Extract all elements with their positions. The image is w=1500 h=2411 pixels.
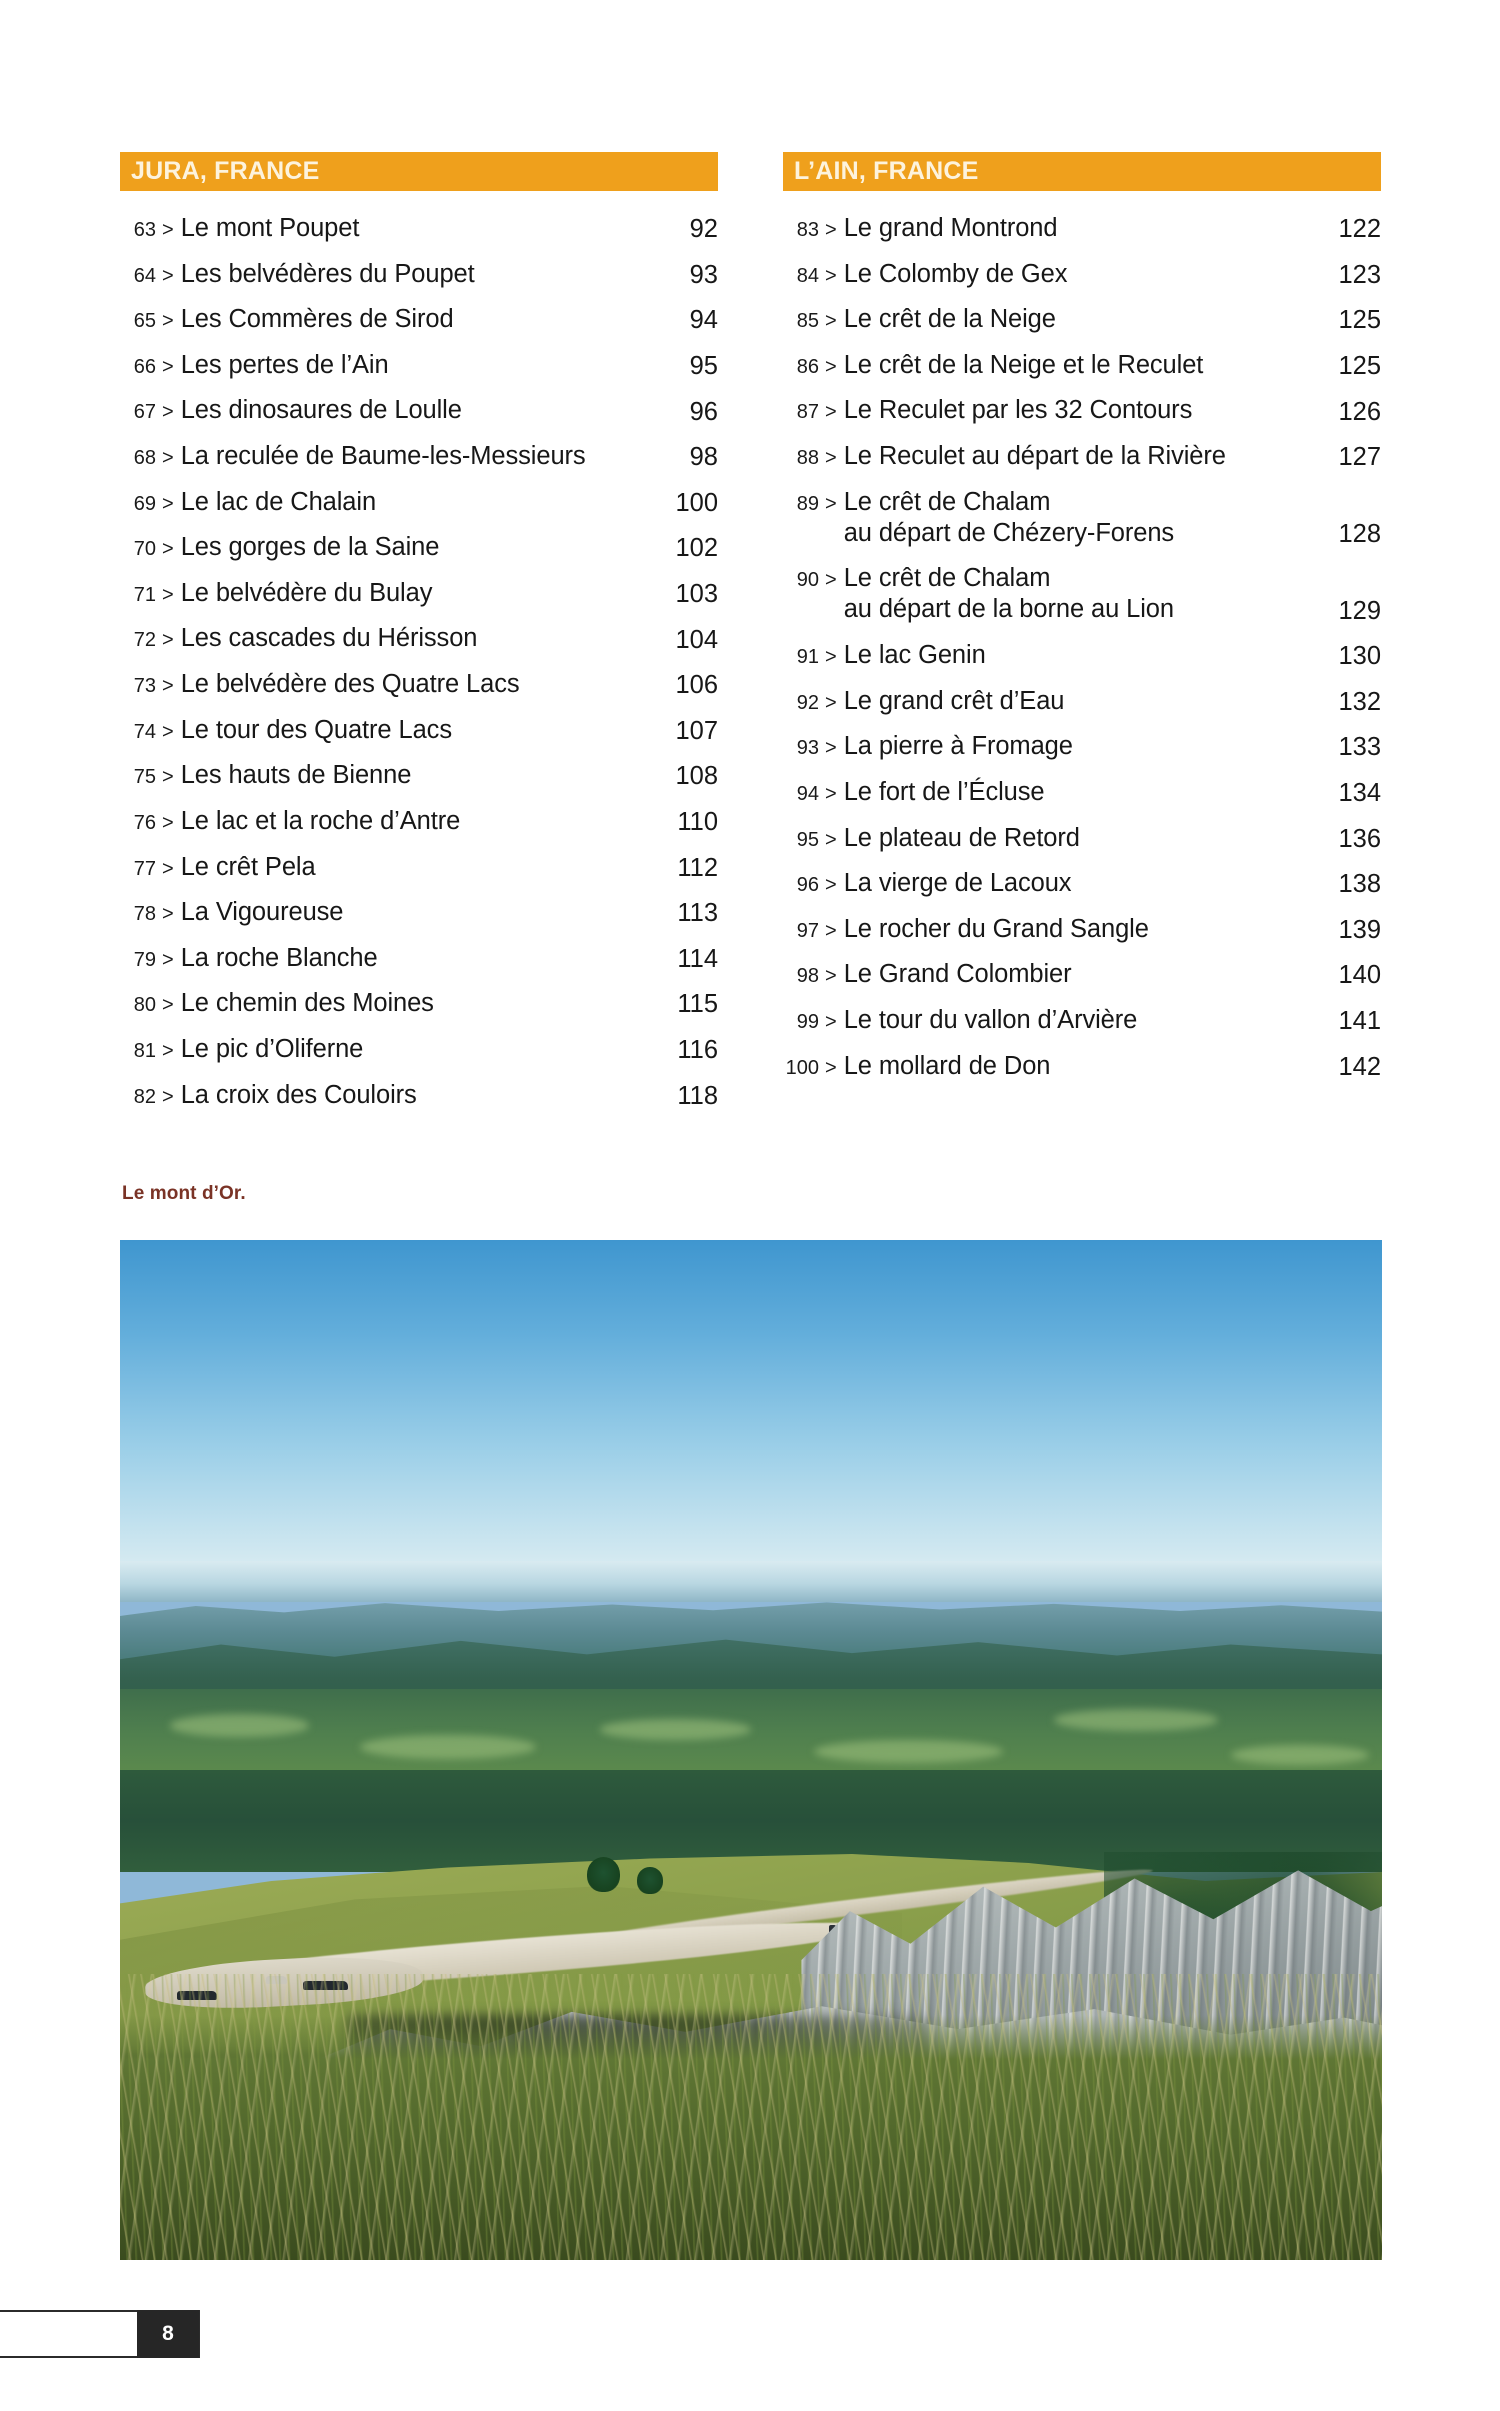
toc-entry-number: 92 — [796, 691, 819, 714]
toc-list-jura — [120, 213, 718, 1111]
toc-entry-title: Le Reculet par les 32 Contours — [843, 396, 1193, 425]
toc-entry-page: 129 — [1338, 596, 1381, 625]
chevron-right-icon: > — [162, 310, 174, 333]
chevron-right-icon: > — [162, 720, 174, 743]
landscape-photograph — [120, 1240, 1382, 2260]
toc-entry-page: 116 — [677, 1036, 718, 1065]
toc-entry-number: 79 — [133, 948, 156, 971]
chevron-right-icon: > — [162, 948, 174, 971]
toc-entry-title: Le crêt de Chalam — [843, 564, 1051, 593]
toc-entry-page: 127 — [1338, 443, 1381, 472]
toc-entry-number: 80 — [133, 994, 156, 1017]
toc-entry-page: 110 — [677, 808, 718, 837]
toc-entry[interactable] — [783, 868, 1381, 899]
toc-entry-page: 140 — [1338, 961, 1381, 990]
chevron-right-icon: > — [162, 1085, 174, 1108]
toc-entry-title: Le mollard de Don — [843, 1051, 1051, 1080]
toc-entry[interactable] — [783, 640, 1381, 671]
toc-list-ain — [783, 213, 1381, 1082]
chevron-right-icon: > — [825, 1056, 837, 1079]
chevron-right-icon: > — [162, 264, 174, 287]
horizon-haze-layer — [120, 1561, 1382, 1602]
toc-entry[interactable] — [783, 777, 1381, 808]
chevron-right-icon: > — [162, 447, 174, 470]
section-header-label-jura: JURA, FRANCE — [131, 157, 320, 185]
toc-entry-page: 102 — [675, 534, 718, 563]
toc-entry-page: 138 — [1338, 870, 1381, 899]
toc-entry-number: 85 — [796, 310, 819, 333]
toc-entry-page: 133 — [1338, 733, 1381, 762]
chevron-right-icon: > — [825, 1010, 837, 1033]
toc-entry-page: 93 — [689, 260, 718, 289]
chevron-right-icon: > — [162, 903, 174, 926]
toc-entry-title: Le grand crêt d’Eau — [843, 686, 1065, 715]
toc-entry-number: 71 — [133, 583, 156, 606]
toc-entry[interactable] — [120, 760, 718, 791]
section-header-label-ain: L’AIN, FRANCE — [794, 157, 979, 185]
chevron-right-icon: > — [825, 264, 837, 287]
toc-entry-page: 104 — [675, 625, 718, 654]
toc-entry[interactable] — [120, 988, 718, 1019]
toc-entry-number: 97 — [796, 919, 819, 942]
toc-entry-title: Les pertes de l’Ain — [180, 350, 389, 379]
toc-entry[interactable] — [120, 441, 718, 472]
toc-entry-number: 72 — [133, 629, 156, 652]
section-header-ain — [783, 152, 1381, 191]
toc-entry-number: 63 — [133, 219, 156, 241]
toc-entry-page: 125 — [1338, 351, 1381, 380]
toc-entry-page: 142 — [1338, 1052, 1381, 1081]
toc-entry-number: 100 — [785, 1056, 819, 1079]
toc-entry[interactable] — [120, 1080, 718, 1111]
toc-entry-number: 77 — [133, 857, 156, 880]
toc-entry-title: Le crêt de la Neige et le Reculet — [843, 350, 1204, 379]
toc-entry[interactable] — [783, 823, 1381, 854]
toc-entry[interactable] — [120, 532, 718, 563]
toc-entry[interactable] — [120, 669, 718, 700]
chevron-right-icon: > — [825, 874, 837, 897]
toc-entry[interactable] — [120, 897, 718, 928]
toc-column-ain — [783, 152, 1381, 1125]
toc-entry-title: Le crêt de Chalam — [843, 487, 1051, 516]
toc-entry-page: 100 — [675, 488, 718, 517]
toc-entry[interactable] — [120, 304, 718, 335]
chevron-right-icon: > — [162, 401, 174, 424]
chevron-right-icon: > — [825, 219, 837, 241]
toc-entry[interactable] — [120, 350, 718, 381]
toc-entry-page: 139 — [1338, 915, 1381, 944]
toc-entry-title: Le belvédère des Quatre Lacs — [180, 670, 520, 699]
valley-field-patch — [1054, 1709, 1218, 1730]
toc-entry-page: 113 — [677, 899, 718, 928]
chevron-right-icon: > — [825, 965, 837, 988]
toc-entry[interactable] — [783, 395, 1381, 426]
toc-entry-page: 118 — [677, 1081, 718, 1110]
toc-entry-page: 134 — [1338, 779, 1381, 808]
toc-entry-number: 67 — [133, 401, 156, 424]
lone-tree — [637, 1867, 662, 1894]
toc-entry-number: 96 — [796, 874, 819, 897]
toc-entry-number: 91 — [796, 646, 819, 669]
toc-entry-number: 87 — [796, 401, 819, 424]
chevron-right-icon: > — [162, 538, 174, 561]
page-number: 8 — [162, 2322, 174, 2345]
toc-entry-number: 65 — [133, 310, 156, 333]
toc-entry-number: 69 — [133, 492, 156, 515]
toc-entry-title: Le crêt de la Neige — [843, 305, 1056, 334]
toc-entry-title: Les cascades du Hérisson — [180, 624, 478, 653]
toc-entry-title: Le Colomby de Gex — [843, 259, 1068, 288]
photo-canvas — [120, 1240, 1382, 2260]
toc-entry[interactable] — [783, 304, 1381, 335]
toc-entry[interactable] — [120, 852, 718, 883]
toc-entry[interactable] — [783, 731, 1381, 762]
toc-entry-number: 78 — [133, 903, 156, 926]
toc-entry-title: Le tour du vallon d’Arvière — [843, 1005, 1138, 1034]
foreground-grass-blades — [120, 1974, 1382, 2260]
toc-entry[interactable] — [783, 213, 1381, 244]
toc-entry-page: 130 — [1338, 642, 1381, 671]
table-of-contents — [120, 152, 1382, 1125]
toc-entry-number: 82 — [133, 1085, 156, 1108]
chevron-right-icon: > — [825, 737, 837, 760]
toc-entry-number: 75 — [133, 766, 156, 789]
chevron-right-icon: > — [162, 219, 174, 241]
toc-entry[interactable] — [120, 487, 718, 518]
toc-entry-title: Les Commères de Sirod — [180, 305, 454, 334]
toc-entry-page: 107 — [675, 716, 718, 745]
toc-entry-number: 90 — [796, 569, 819, 592]
toc-entry-page: 128 — [1338, 519, 1381, 548]
toc-entry-page: 94 — [689, 306, 718, 335]
toc-entry-page: 112 — [677, 853, 718, 882]
toc-entry-title: Le lac Genin — [843, 641, 986, 670]
toc-entry[interactable] — [783, 259, 1381, 290]
toc-entry-title: La Vigoureuse — [180, 898, 344, 927]
toc-entry-number: 74 — [133, 720, 156, 743]
toc-entry-number: 76 — [133, 811, 156, 834]
toc-entry-page: 95 — [689, 351, 718, 380]
page-number-box — [137, 2310, 199, 2358]
chevron-right-icon: > — [825, 492, 837, 515]
toc-entry-page: 122 — [1338, 215, 1381, 244]
toc-entry-number: 64 — [133, 264, 156, 287]
valley-field-patch — [360, 1735, 537, 1759]
toc-entry-number: 88 — [796, 447, 819, 470]
lone-tree — [587, 1857, 620, 1892]
toc-entry-subtitle: au départ de la borne au Lion — [843, 595, 1174, 624]
toc-entry-title: Le crêt Pela — [180, 852, 316, 881]
toc-entry-subtitle: au départ de Chézery-Forens — [843, 518, 1175, 547]
toc-entry-number: 68 — [133, 447, 156, 470]
chevron-right-icon: > — [825, 919, 837, 942]
valley-field-patch — [600, 1719, 751, 1739]
toc-entry[interactable] — [120, 395, 718, 426]
toc-entry-title: La vierge de Lacoux — [843, 869, 1072, 898]
chevron-right-icon: > — [825, 310, 837, 333]
toc-entry-title: Le lac et la roche d’Antre — [180, 806, 461, 835]
toc-entry[interactable] — [120, 623, 718, 654]
toc-entry-title: La roche Blanche — [180, 943, 378, 972]
toc-entry-page: 123 — [1338, 260, 1381, 289]
toc-entry-number: 86 — [796, 355, 819, 378]
toc-entry-number: 81 — [133, 1039, 156, 1062]
toc-entry-title: La reculée de Baume-les-Messieurs — [180, 442, 586, 471]
toc-entry-title: Le pic d’Oliferne — [180, 1034, 364, 1063]
chevron-right-icon: > — [825, 447, 837, 470]
toc-entry-number: 94 — [796, 782, 819, 805]
valley-field-patch — [170, 1714, 309, 1736]
chevron-right-icon: > — [162, 857, 174, 880]
chevron-right-icon: > — [162, 766, 174, 789]
toc-entry-title: La pierre à Fromage — [843, 732, 1073, 761]
toc-entry-number: 70 — [133, 538, 156, 561]
chevron-right-icon: > — [162, 994, 174, 1017]
toc-entry[interactable] — [783, 563, 1381, 625]
chevron-right-icon: > — [825, 569, 837, 592]
toc-entry-title: Le Reculet au départ de la Rivière — [843, 442, 1226, 471]
toc-entry-page: 114 — [677, 944, 718, 973]
toc-entry-page: 132 — [1338, 687, 1381, 716]
toc-entry-title: Les dinosaures de Loulle — [180, 396, 462, 425]
toc-entry-page: 108 — [675, 762, 718, 791]
toc-entry-page: 125 — [1338, 306, 1381, 335]
toc-entry-title: Les belvédères du Poupet — [180, 259, 475, 288]
chevron-right-icon: > — [162, 811, 174, 834]
chevron-right-icon: > — [825, 646, 837, 669]
section-header-jura — [120, 152, 718, 191]
toc-entry[interactable] — [120, 578, 718, 609]
toc-entry-title: Les hauts de Bienne — [180, 761, 412, 790]
toc-entry[interactable] — [120, 943, 718, 974]
toc-entry-title: Le lac de Chalain — [180, 487, 377, 516]
toc-entry[interactable] — [783, 350, 1381, 381]
toc-column-jura — [120, 152, 718, 1125]
toc-entry[interactable] — [783, 441, 1381, 472]
toc-entry[interactable] — [120, 259, 718, 290]
chevron-right-icon: > — [825, 782, 837, 805]
toc-entry[interactable] — [120, 806, 718, 837]
toc-entry-page: 141 — [1338, 1007, 1381, 1036]
toc-entry-page: 98 — [689, 443, 718, 472]
toc-entry-number: 73 — [133, 675, 156, 698]
toc-entry-title: Le chemin des Moines — [180, 989, 434, 1018]
valley-field-patch — [814, 1740, 1003, 1763]
toc-entry-number: 93 — [796, 737, 819, 760]
toc-entry-number: 89 — [796, 492, 819, 515]
toc-entry-title: Le tour des Quatre Lacs — [180, 715, 452, 744]
sky-layer — [120, 1240, 1382, 1577]
toc-entry[interactable] — [783, 1005, 1381, 1036]
toc-entry[interactable] — [120, 715, 718, 746]
toc-entry-title: Le rocher du Grand Sangle — [843, 914, 1149, 943]
toc-entry-number: 98 — [796, 965, 819, 988]
chevron-right-icon: > — [825, 355, 837, 378]
toc-entry-number: 83 — [796, 219, 819, 241]
toc-entry-page: 115 — [677, 990, 718, 1019]
photo-caption: Le mont d’Or. — [122, 1183, 246, 1204]
toc-entry-number: 84 — [796, 264, 819, 287]
chevron-right-icon: > — [825, 401, 837, 424]
toc-entry-page: 106 — [675, 671, 718, 700]
toc-entry[interactable] — [783, 686, 1381, 717]
toc-entry-title: Le plateau de Retord — [843, 823, 1080, 852]
toc-entry-number: 66 — [133, 355, 156, 378]
toc-entry-page: 103 — [675, 579, 718, 608]
chevron-right-icon: > — [162, 1039, 174, 1062]
toc-entry[interactable] — [783, 914, 1381, 945]
toc-entry-number: 99 — [796, 1010, 819, 1033]
chevron-right-icon: > — [162, 583, 174, 606]
chevron-right-icon: > — [162, 492, 174, 515]
chevron-right-icon: > — [162, 675, 174, 698]
toc-entry-page: 136 — [1338, 824, 1381, 853]
toc-entry-title: Les gorges de la Saine — [180, 533, 440, 562]
toc-entry[interactable] — [783, 959, 1381, 990]
chevron-right-icon: > — [162, 355, 174, 378]
toc-entry[interactable] — [120, 213, 718, 244]
chevron-right-icon: > — [825, 828, 837, 851]
chevron-right-icon: > — [825, 691, 837, 714]
toc-entry[interactable] — [783, 487, 1381, 549]
toc-entry-title: Le Grand Colombier — [843, 960, 1072, 989]
toc-entry-page: 126 — [1338, 397, 1381, 426]
toc-entry-title: Le grand Montrond — [843, 214, 1058, 242]
toc-entry[interactable] — [783, 1051, 1381, 1082]
toc-entry-page: 92 — [689, 215, 718, 244]
toc-entry-title: Le belvédère du Bulay — [180, 578, 433, 607]
toc-entry-title: Le fort de l’Écluse — [843, 777, 1045, 806]
toc-entry-page: 96 — [689, 397, 718, 426]
toc-entry-number: 95 — [796, 828, 819, 851]
chevron-right-icon: > — [162, 629, 174, 652]
toc-entry-title: Le mont Poupet — [180, 214, 360, 242]
toc-entry-title: La croix des Couloirs — [180, 1080, 417, 1109]
toc-entry[interactable] — [120, 1034, 718, 1065]
